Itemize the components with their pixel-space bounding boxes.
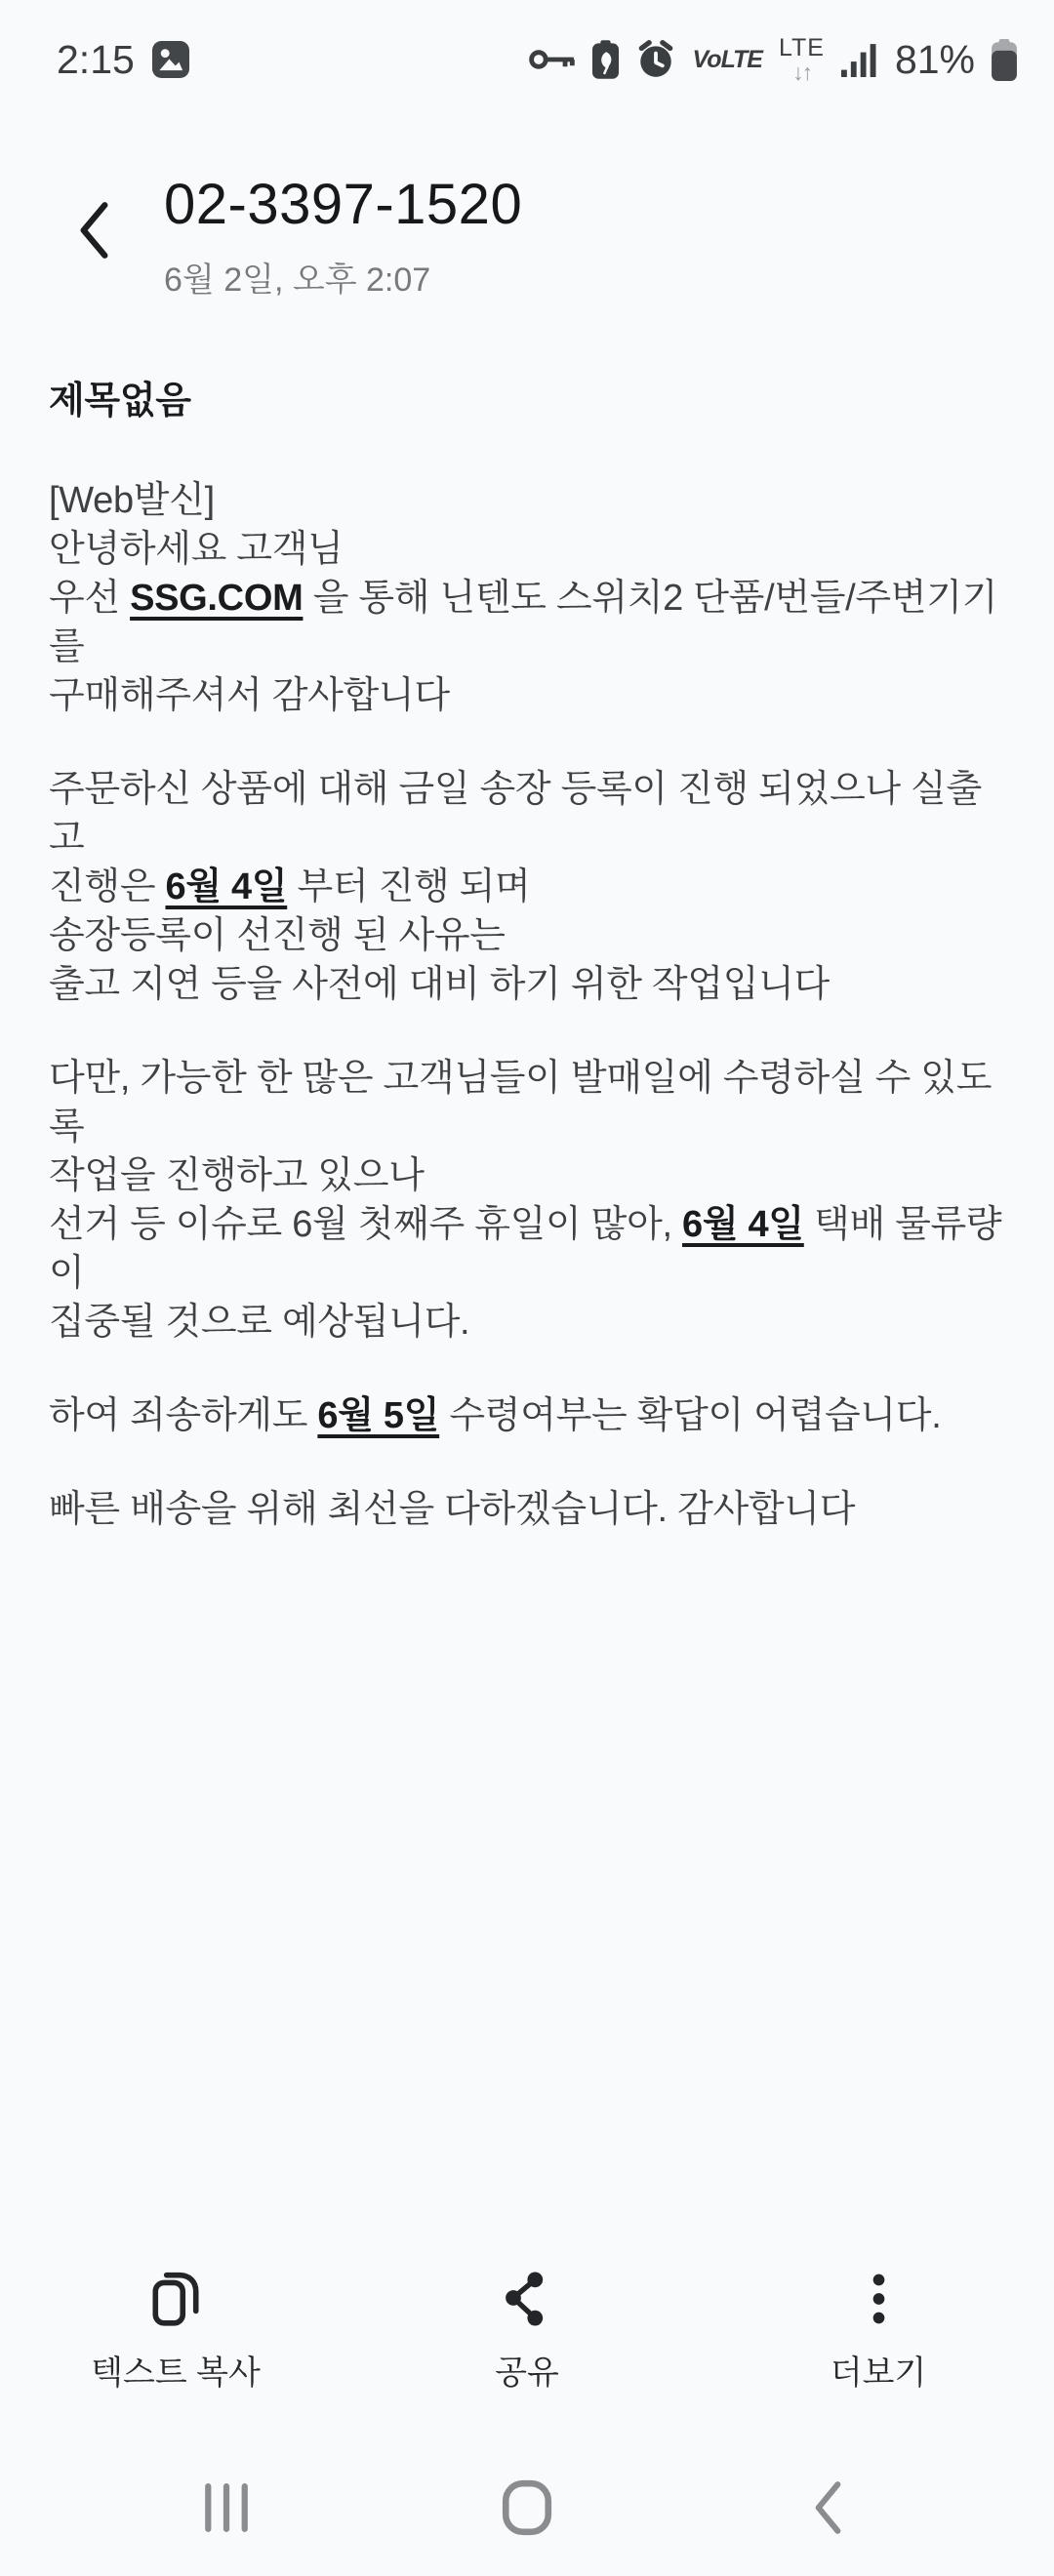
message-line: [49, 574, 1013, 671]
battery-percent: 81%: [894, 36, 975, 82]
message-line: [49, 1151, 1013, 1200]
message-paragraph: [49, 765, 1013, 1009]
text-run: 수령여부는 확답이 어렵습니다.: [439, 1395, 942, 1436]
copy-text-icon: [149, 2272, 202, 2326]
status-bar: [0, 0, 1054, 105]
home-button[interactable]: [486, 2467, 568, 2549]
back-nav-button[interactable]: [787, 2467, 869, 2549]
text-run: 선거 등 이슈로 6월 첫째주 휴일이 많아,: [49, 1204, 683, 1245]
message-content: [49, 377, 1013, 1534]
text-run: 작업을 진행하고 있으나: [49, 1155, 425, 1196]
action-bar: [0, 2272, 1054, 2394]
copy-text-button[interactable]: [0, 2272, 351, 2394]
recents-button[interactable]: [185, 2467, 267, 2549]
message-line: [49, 1485, 1013, 1534]
sender-info[interactable]: [164, 172, 522, 301]
text-run: 다만, 가능한 한 많은 고객님들이 발매일에 수령하실 수 있도록: [49, 1058, 993, 1147]
message-paragraph: [49, 1391, 1013, 1440]
header: [0, 172, 1054, 338]
volte-icon: VoLTE: [692, 45, 762, 73]
lte-icon: LTE ↓↑: [778, 33, 825, 85]
message-paragraph: [49, 476, 1013, 720]
status-bar-right: [529, 33, 1017, 85]
status-bar-left: [57, 37, 189, 83]
message-line: [49, 765, 1013, 863]
message-line: [49, 1200, 1013, 1298]
back-button[interactable]: [59, 193, 129, 267]
status-time: 2:15: [57, 36, 135, 82]
text-run: 출고 지연 등을 사전에 대비 하기 위한 작업입니다: [49, 964, 830, 1005]
message-date: 6월 2일, 오후 2:07: [164, 262, 431, 299]
text-run: 빠른 배송을 위해 최선을 다하겠습니다. 감사합니다: [49, 1489, 856, 1530]
text-run: 주문하신 상품에 대해 금일 송장 등록이 진행 되었으나 실출고: [49, 769, 982, 859]
emphasized-text: 6월 4일: [682, 1204, 804, 1245]
alarm-icon: [635, 39, 676, 80]
navigation-bar: [0, 2447, 1054, 2568]
battery-saver-icon: [592, 40, 619, 79]
message-line: [49, 1054, 1013, 1151]
share-label: 공유: [495, 2355, 559, 2392]
message-title: 제목없음: [49, 381, 191, 422]
home-icon: [502, 2479, 552, 2536]
back-icon: [810, 2479, 845, 2536]
copy-text-label: 텍스트 복사: [91, 2355, 261, 2392]
message-paragraph: [49, 1054, 1013, 1347]
message-line: [49, 1391, 1013, 1440]
text-run: 부터 진행 되며: [287, 866, 531, 907]
message-line: [49, 671, 1013, 720]
text-run: 진행은: [49, 866, 166, 907]
lte-arrows: ↓↑: [791, 59, 811, 85]
more-button[interactable]: [703, 2272, 1054, 2394]
sender-number: 02-3397-1520: [164, 173, 523, 236]
message-line: [49, 960, 1013, 1009]
emphasized-text: SSG.COM: [130, 578, 304, 619]
message-body: [49, 476, 1013, 1534]
message-line: [49, 525, 1013, 574]
text-run: [Web발신]: [49, 480, 215, 521]
more-label: 더보기: [830, 2355, 927, 2392]
key-icon: [529, 47, 576, 72]
more-icon: [872, 2272, 885, 2326]
text-run: 택배 물류량이: [49, 1204, 1002, 1294]
text-run: 우선: [49, 578, 131, 619]
gallery-notification-icon: [152, 41, 189, 78]
message-line: [49, 476, 1013, 525]
back-chevron-icon: [75, 199, 112, 262]
message-line: [49, 911, 1013, 960]
emphasized-text: 6월 4일: [165, 866, 288, 907]
share-button[interactable]: [351, 2272, 703, 2394]
text-run: 집중될 것으로 예상됩니다.: [49, 1302, 470, 1343]
signal-strength-icon: [841, 42, 876, 77]
text-run: 안녕하세요 고객님: [49, 529, 344, 570]
message-line: [49, 863, 1013, 911]
text-run: 을 통해 닌텐도 스위치2 단품/번들/주변기기 를: [49, 578, 998, 667]
battery-icon: [992, 39, 1017, 81]
text-run: 구매해주셔서 감사합니다: [49, 675, 450, 716]
message-paragraph: [49, 1485, 1013, 1534]
text-run: 하여 죄송하게도: [49, 1395, 318, 1436]
recents-icon: [203, 2482, 250, 2533]
text-run: 송장등록이 선진행 된 사유는: [49, 915, 506, 956]
share-icon: [504, 2272, 550, 2326]
message-line: [49, 1298, 1013, 1347]
emphasized-text: 6월 5일: [317, 1395, 440, 1436]
